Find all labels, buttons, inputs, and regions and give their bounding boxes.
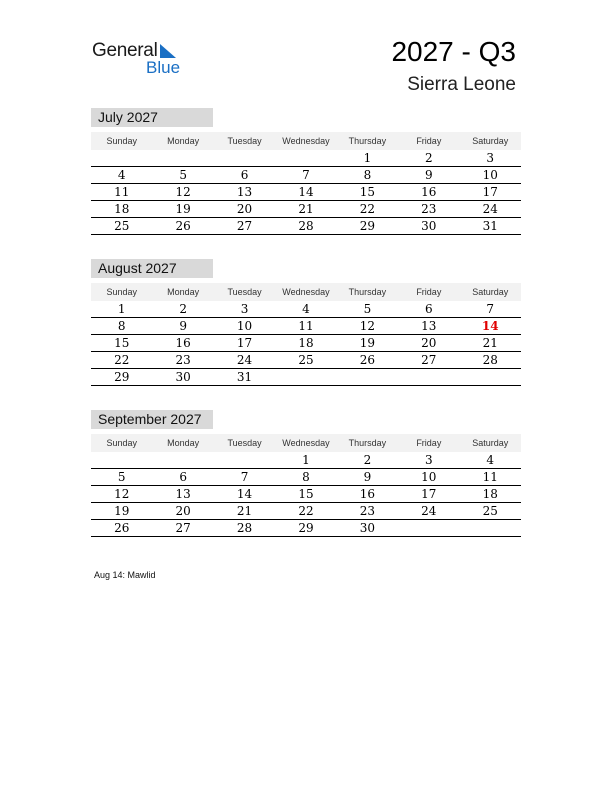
day-cell xyxy=(91,452,152,468)
holiday-note: Aug 14: Mawlid xyxy=(94,570,156,580)
day-name: Sunday xyxy=(106,438,137,448)
day-cell: 13 xyxy=(175,487,191,501)
day-cell: 18 xyxy=(482,487,498,501)
day-cell: 26 xyxy=(175,219,191,233)
month-september xyxy=(91,410,521,537)
day-cell xyxy=(398,520,459,536)
day-cell: 12 xyxy=(175,185,191,199)
day-cell: 7 xyxy=(302,168,310,182)
day-cell xyxy=(91,150,152,166)
day-cell: 28 xyxy=(298,219,314,233)
day-cell: 17 xyxy=(236,336,253,350)
day-cell: 8 xyxy=(302,470,310,484)
month-title: September 2027 xyxy=(91,410,213,429)
day-cell: 27 xyxy=(236,219,253,233)
day-cell: 5 xyxy=(117,470,126,484)
week-row xyxy=(91,167,521,184)
day-names-row xyxy=(91,132,521,150)
day-cell: 1 xyxy=(302,453,310,467)
day-cell: 16 xyxy=(359,487,376,501)
month-july xyxy=(91,108,521,235)
day-cell: 8 xyxy=(117,319,126,333)
day-names-row xyxy=(91,283,521,301)
day-cell: 7 xyxy=(240,470,249,484)
week-row xyxy=(91,318,521,335)
day-name: Friday xyxy=(416,136,442,146)
day-cell: 17 xyxy=(421,487,437,501)
day-name: Thursday xyxy=(348,136,387,146)
holiday-day-cell: 14 xyxy=(481,319,499,333)
day-cell: 19 xyxy=(175,202,191,216)
week-row xyxy=(91,469,521,486)
day-cell: 21 xyxy=(236,504,253,518)
month-august xyxy=(91,259,521,386)
day-cell: 29 xyxy=(298,521,314,535)
day-cell: 1 xyxy=(117,302,126,316)
day-cell: 9 xyxy=(363,470,372,484)
day-cell: 23 xyxy=(175,353,191,367)
day-cell: 12 xyxy=(114,487,130,501)
day-cell: 15 xyxy=(114,336,130,350)
week-row xyxy=(91,452,521,469)
day-cell: 22 xyxy=(114,353,130,367)
day-cell: 22 xyxy=(298,504,314,518)
day-name: Friday xyxy=(416,438,442,448)
day-cell: 11 xyxy=(482,470,498,484)
day-cell: 30 xyxy=(421,219,437,233)
day-name: Sunday xyxy=(106,136,137,146)
day-name: Monday xyxy=(167,287,200,297)
logo-general-text: General xyxy=(92,40,158,61)
day-names-row xyxy=(91,434,521,452)
day-cell: 21 xyxy=(482,336,498,350)
day-cell: 6 xyxy=(240,168,249,182)
day-cell: 13 xyxy=(236,185,253,199)
day-name: Monday xyxy=(167,136,200,146)
day-name: Wednesday xyxy=(282,287,330,297)
day-cell: 31 xyxy=(482,219,498,233)
day-cell: 20 xyxy=(421,336,437,350)
day-name: Saturday xyxy=(472,438,509,448)
day-cell: 11 xyxy=(298,319,314,333)
holiday-notes xyxy=(94,570,156,580)
week-row xyxy=(91,352,521,369)
day-cell: 20 xyxy=(236,202,253,216)
page-title: 2027 - Q3 xyxy=(391,36,516,67)
day-cell: 3 xyxy=(425,453,433,467)
day-name: Monday xyxy=(167,438,200,448)
day-cell: 25 xyxy=(298,353,314,367)
day-cell xyxy=(152,452,213,468)
day-cell: 19 xyxy=(114,504,130,518)
month-title: July 2027 xyxy=(91,108,213,127)
day-cell: 5 xyxy=(179,168,187,182)
day-name: Thursday xyxy=(348,438,387,448)
day-cell: 8 xyxy=(363,168,372,182)
day-cell: 5 xyxy=(363,302,372,316)
day-cell xyxy=(460,520,521,536)
day-cell: 28 xyxy=(482,353,498,367)
weeks xyxy=(91,150,521,235)
day-cell: 16 xyxy=(421,185,437,199)
day-cell: 2 xyxy=(179,302,187,316)
day-cell: 15 xyxy=(298,487,314,501)
day-cell: 30 xyxy=(175,370,191,384)
day-cell xyxy=(398,369,459,385)
day-cell: 3 xyxy=(240,302,249,316)
day-cell: 24 xyxy=(421,504,437,518)
day-name: Tuesday xyxy=(227,136,262,146)
week-row xyxy=(91,218,521,235)
day-cell: 14 xyxy=(236,487,253,501)
day-cell: 10 xyxy=(236,319,253,333)
week-row xyxy=(91,520,521,537)
day-cell: 24 xyxy=(482,202,498,216)
weeks xyxy=(91,301,521,386)
country-name: Sierra Leone xyxy=(407,74,516,95)
day-cell: 9 xyxy=(179,319,187,333)
day-cell: 31 xyxy=(236,370,253,384)
day-cell: 29 xyxy=(114,370,130,384)
day-name: Tuesday xyxy=(227,438,262,448)
week-row xyxy=(91,486,521,503)
day-cell: 4 xyxy=(302,302,310,316)
day-cell: 27 xyxy=(421,353,437,367)
day-cell: 25 xyxy=(114,219,130,233)
day-cell: 11 xyxy=(114,185,130,199)
day-cell xyxy=(152,150,213,166)
day-cell: 10 xyxy=(421,470,437,484)
day-cell: 14 xyxy=(298,185,314,199)
day-cell: 15 xyxy=(359,185,376,199)
day-cell: 18 xyxy=(114,202,130,216)
week-row xyxy=(91,201,521,218)
day-name: Thursday xyxy=(348,287,387,297)
month-title: August 2027 xyxy=(91,259,213,278)
day-cell: 28 xyxy=(236,521,253,535)
day-cell xyxy=(337,369,398,385)
day-cell: 30 xyxy=(359,521,376,535)
day-cell: 2 xyxy=(425,151,433,165)
day-name: Wednesday xyxy=(282,438,330,448)
day-cell: 22 xyxy=(359,202,376,216)
day-name: Saturday xyxy=(472,136,509,146)
week-row xyxy=(91,184,521,201)
day-cell: 25 xyxy=(482,504,498,518)
day-cell: 23 xyxy=(359,504,376,518)
day-cell: 17 xyxy=(482,185,498,199)
day-cell: 18 xyxy=(298,336,314,350)
day-cell xyxy=(214,452,275,468)
day-cell: 16 xyxy=(175,336,191,350)
day-cell: 7 xyxy=(486,302,495,316)
day-cell: 19 xyxy=(359,336,376,350)
day-cell xyxy=(460,369,521,385)
day-cell: 24 xyxy=(236,353,253,367)
day-cell: 6 xyxy=(179,470,187,484)
day-cell: 23 xyxy=(421,202,437,216)
day-cell: 1 xyxy=(363,151,372,165)
day-cell: 26 xyxy=(114,521,130,535)
day-cell: 4 xyxy=(117,168,126,182)
logo-blue-text: Blue xyxy=(146,58,181,77)
logo xyxy=(92,40,192,80)
week-row xyxy=(91,301,521,318)
day-cell: 10 xyxy=(482,168,498,182)
day-cell: 29 xyxy=(359,219,376,233)
day-name: Wednesday xyxy=(282,136,330,146)
day-cell: 20 xyxy=(175,504,191,518)
week-row xyxy=(91,150,521,167)
day-name: Saturday xyxy=(472,287,509,297)
day-cell: 9 xyxy=(425,168,433,182)
day-name: Friday xyxy=(416,287,442,297)
logo-flag-icon xyxy=(160,44,176,58)
day-cell: 4 xyxy=(486,453,495,467)
day-cell: 6 xyxy=(425,302,433,316)
day-cell: 13 xyxy=(421,319,437,333)
day-cell: 26 xyxy=(359,353,376,367)
week-row xyxy=(91,369,521,386)
day-cell xyxy=(214,150,275,166)
day-cell: 12 xyxy=(359,319,376,333)
week-row xyxy=(91,335,521,352)
weeks xyxy=(91,452,521,537)
day-cell: 2 xyxy=(363,453,372,467)
day-cell xyxy=(275,369,336,385)
day-name: Tuesday xyxy=(227,287,262,297)
day-cell: 21 xyxy=(298,202,314,216)
day-cell: 27 xyxy=(175,521,191,535)
day-cell xyxy=(275,150,336,166)
week-row xyxy=(91,503,521,520)
day-name: Sunday xyxy=(106,287,137,297)
day-cell: 3 xyxy=(486,151,495,165)
